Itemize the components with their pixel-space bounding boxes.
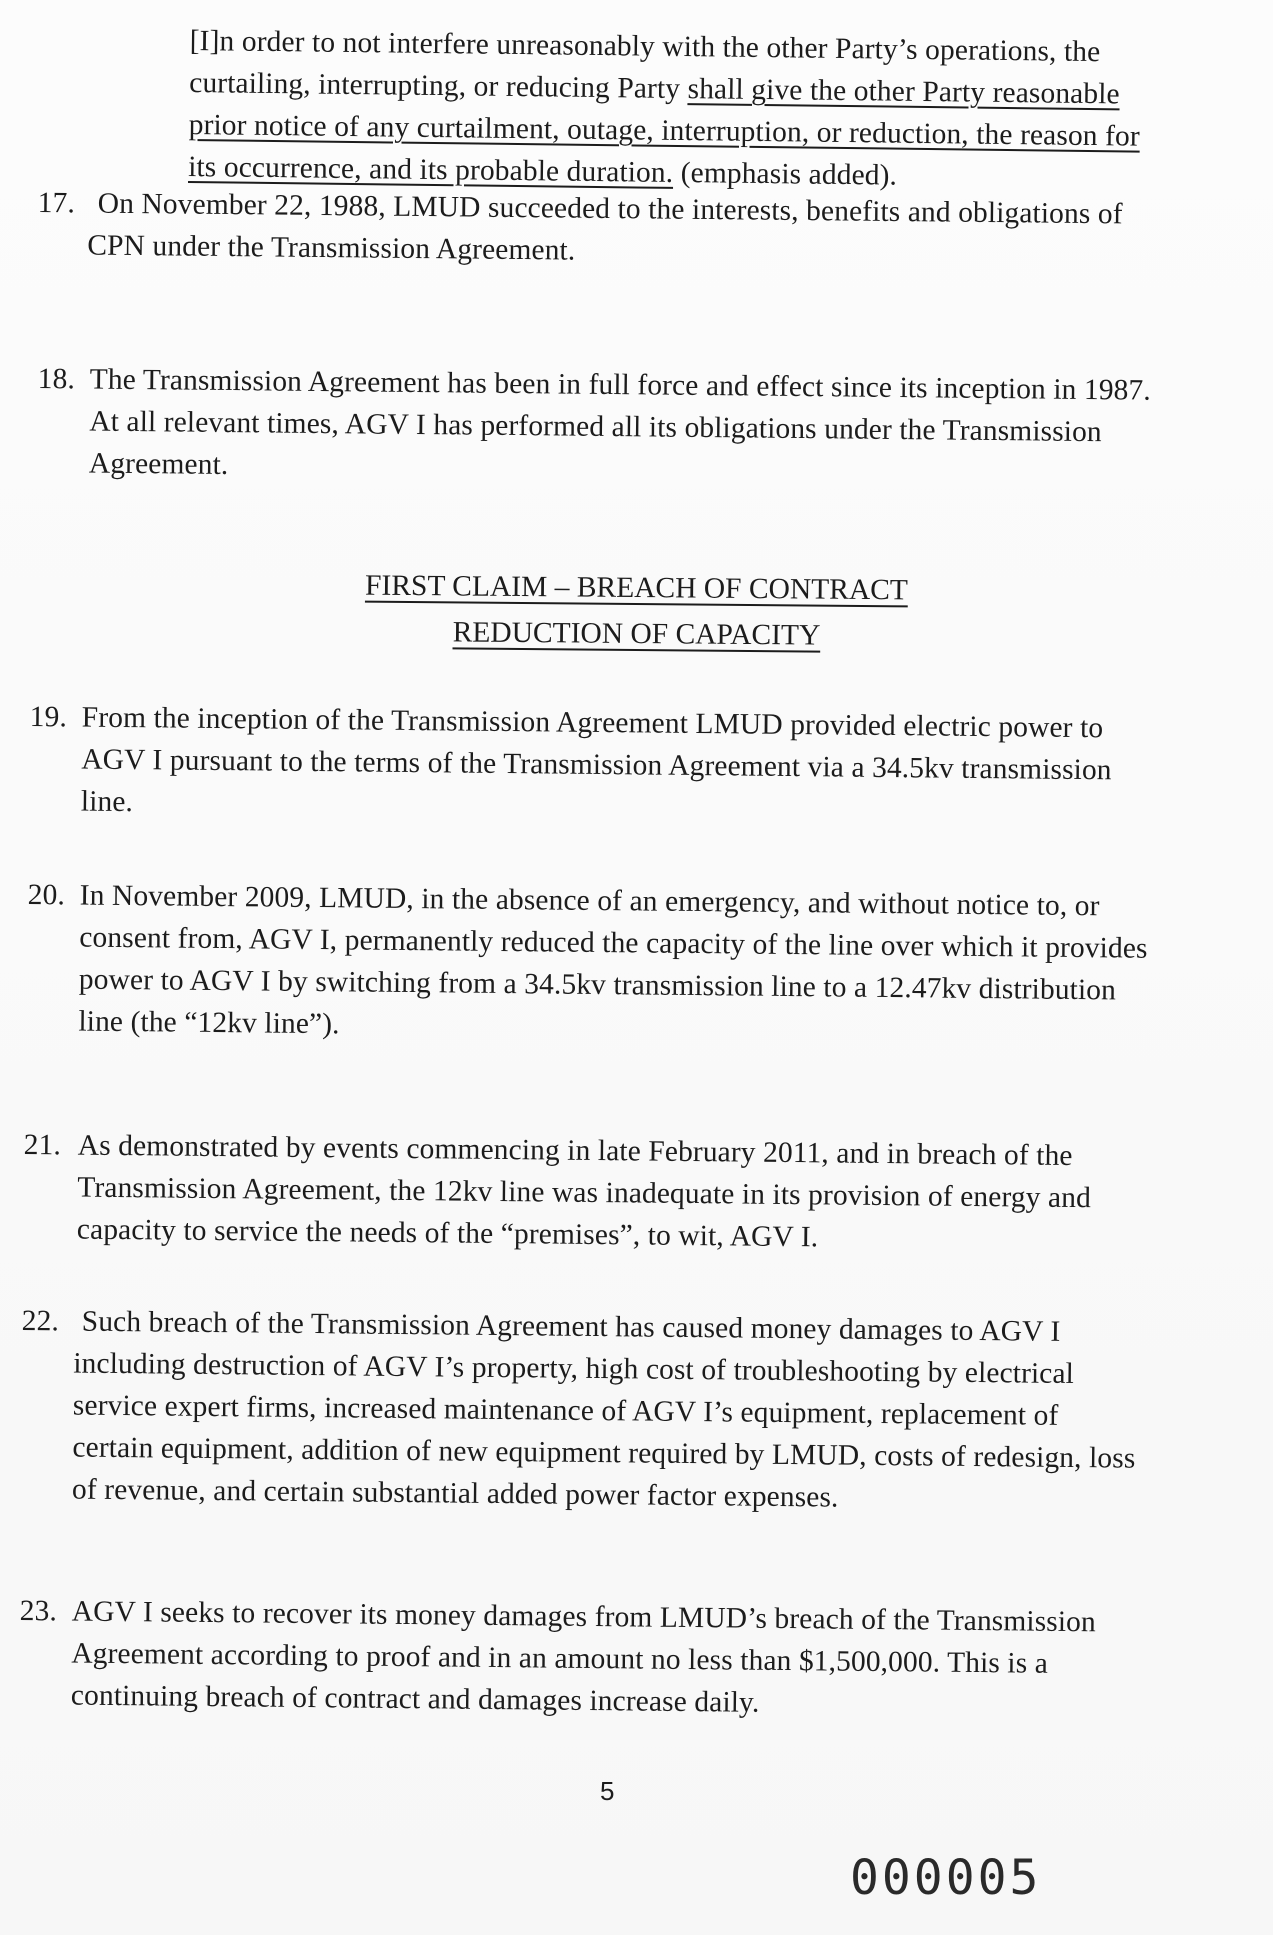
paragraph-line: As demonstrated by events commencing in late February 2011, and in breach of the	[77, 1129, 1073, 1172]
paragraph-body	[78, 875, 1218, 1055]
paragraph-22	[20, 1300, 1212, 1522]
paragraph-line: Such breach of the Transmission Agreement has caused money damages to AGV I	[81, 1305, 1061, 1348]
paragraph-18	[37, 358, 1228, 496]
paragraph-number: 19.	[29, 700, 68, 734]
paragraph-line: capacity to service the needs of the “premises”, to wit, AGV I.	[76, 1213, 819, 1254]
emphasis-note: (emphasis added).	[673, 156, 898, 192]
paragraph-number: 22.	[21, 1304, 60, 1338]
paragraph-line: line (the “12kv line”).	[78, 1005, 340, 1041]
paragraph-line: CPN under the Transmission Agreement.	[87, 229, 576, 267]
emphasis-underline: shall give the other Party reasonable	[687, 73, 1120, 111]
paragraph-line: Agreement according to proof and in an amount no less than $1,500,000. This is a	[71, 1637, 1049, 1680]
paragraph-line: AGV I seeks to recover its money damages from LMUD’s breach of the Transmission	[71, 1595, 1096, 1639]
paragraph-19	[29, 696, 1220, 834]
paragraph-line: At all relevant times, AGV I has performed all its obligations under the Transmission	[89, 405, 1102, 449]
paragraph-line: line.	[80, 785, 134, 819]
heading-line-1: FIRST CLAIM – BREACH OF CONTRACT	[364, 569, 909, 607]
paragraph-number: 18.	[37, 362, 76, 396]
paragraph-line: From the inception of the Transmission Agreement LMUD provided electric power to	[81, 701, 1104, 745]
block-quote	[188, 20, 1250, 201]
paragraph-line: The Transmission Agreement has been in full force and effect since its inception in 1987.	[89, 363, 1151, 407]
paragraph-body	[77, 1125, 1214, 1263]
paragraph-line: Transmission Agreement, the 12kv line was inadequate in its provision of energy and	[77, 1171, 1092, 1215]
paragraph-body	[71, 1591, 1210, 1729]
paragraph-line: AGV I pursuant to the terms of the Transmission Agreement via a 34.5kv transmission	[81, 743, 1112, 787]
paragraph-body	[81, 697, 1220, 835]
paragraph-number: 23.	[19, 1594, 58, 1628]
paragraph-body	[89, 359, 1228, 497]
paragraph-21	[23, 1124, 1214, 1262]
claim-subheading	[0, 606, 1273, 661]
paragraph-23	[19, 1590, 1210, 1728]
quote-line-underlined: prior notice of any curtailment, outage, interruption, or reduction, the reason for	[188, 108, 1141, 153]
bates-stamp: 000005	[850, 1850, 1042, 1906]
paragraph-body	[72, 1343, 1212, 1523]
paragraph-line: continuing breach of contract and damages increase daily.	[70, 1679, 760, 1719]
paragraph-number: 17.	[37, 186, 76, 220]
paragraph-line: certain equipment, addition of new equipment required by LMUD, costs of redesign, loss	[72, 1431, 1136, 1475]
paragraph-number: 21.	[23, 1128, 62, 1162]
quote-line: [I]n order to not interfere unreasonably with the other Party’s operations, the	[189, 24, 1101, 69]
page-number: 5	[600, 1776, 615, 1806]
paragraph-20	[26, 874, 1218, 1054]
paragraph-line: of revenue, and certain substantial added power factor expenses.	[71, 1473, 839, 1514]
emphasis-underline: its occurrence, and its probable duration.	[188, 150, 674, 189]
heading-line-2: REDUCTION OF CAPACITY	[452, 616, 821, 652]
paragraph-17	[37, 182, 1228, 278]
paragraph-number: 20.	[27, 878, 66, 912]
paragraph-line: Agreement.	[88, 447, 229, 481]
paragraph-line: In November 2009, LMUD, in the absence of an emergency, and without notice to, or	[79, 879, 1100, 923]
paragraph-line: power to AGV I by switching from a 34.5kv transmission line to a 12.47kv distribution	[78, 963, 1117, 1007]
paragraph-line: service expert firms, increased maintenance of AGV I’s equipment, replacement of	[72, 1389, 1059, 1432]
paragraph-line: On November 22, 1988, LMUD succeeded to the interests, benefits and obligations of	[97, 187, 1123, 231]
quote-line-text: curtailing, interrupting, or reducing Party	[189, 66, 688, 106]
paragraph-line: including destruction of AGV I’s property, high cost of troubleshooting by electrical	[73, 1347, 1075, 1391]
paragraph-line: consent from, AGV I, permanently reduced the capacity of the line over which it provides	[79, 921, 1148, 965]
